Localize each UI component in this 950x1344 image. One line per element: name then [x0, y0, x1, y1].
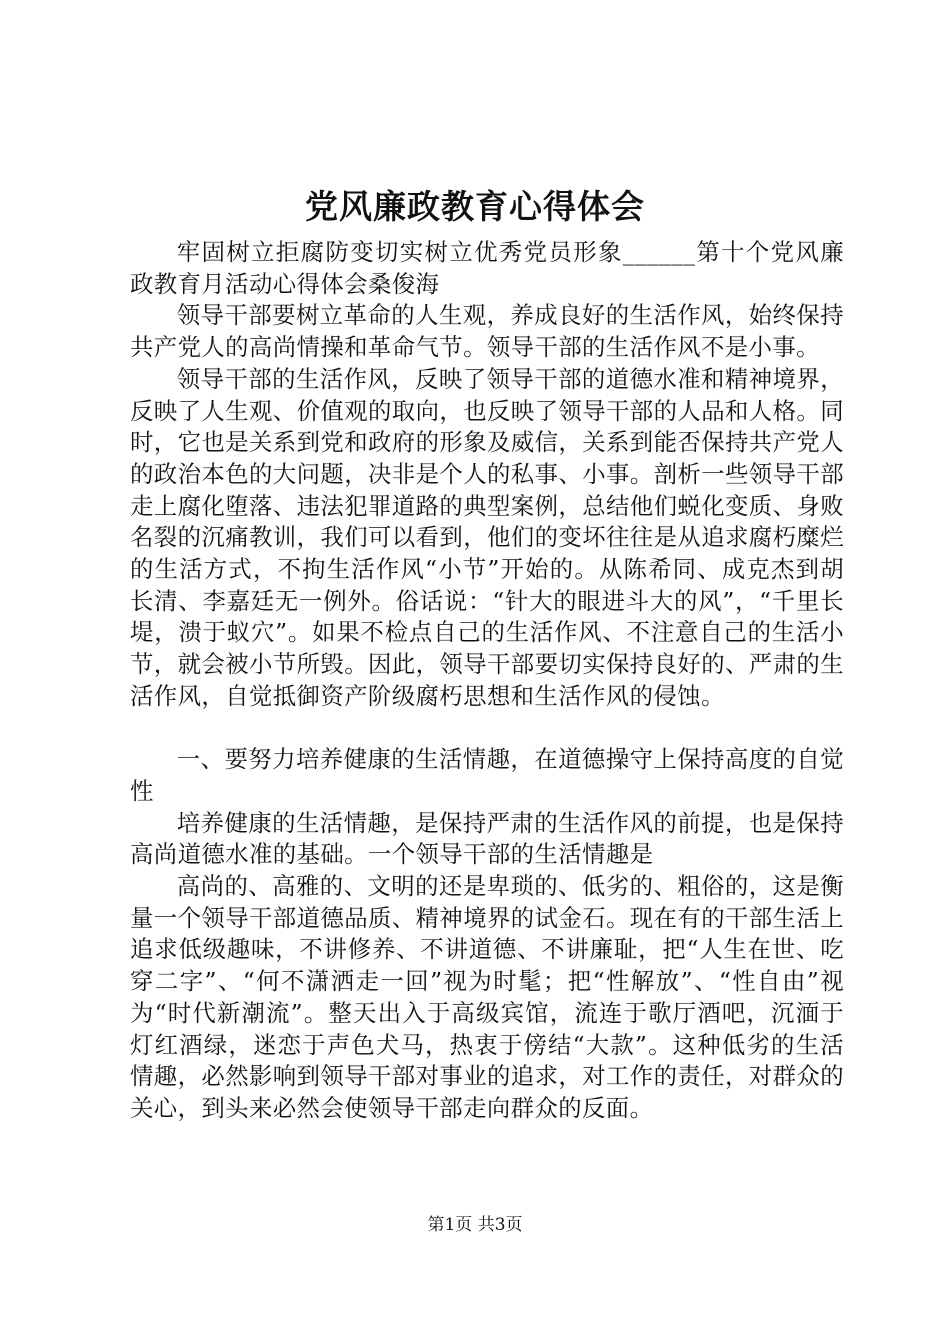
paragraph-intro: 牢固树立拒腐防变切实树立优秀党员形象______第十个党风廉政教育月活动心得体会桑俊海 — [130, 238, 844, 298]
paragraph: 领导干部的生活作风，反映了领导干部的道德水准和精神境界，反映了人生观、价值观的取向，也反映了领导干部的人品和人格。同时，它也是关系到党和政府的形象及威信，关系到能否保持共产党人的政治本色的大问题，决非是个人的私事、小事。剖析一些领导干部走上腐化堕落、违法犯罪道路的典型案例，总结他们蜕化变质、身败名裂的沉痛教训，我们可以看到，他们的变坏往往是从追求腐朽糜烂的生活方式，不拘生活作风“小节”开始的。从陈希同、成克杰到胡长清、李嘉廷无一例外。俗话说：“针大的眼进斗大的风”，“千里长堤，溃于蚁穴”。如果不检点自己的生活作风、不注意自己的生活小节，就会被小节所毁。因此，领导干部要切实保持良好的、严肃的生活作风，自觉抵御资产阶级腐朽思想和生活作风的侵蚀。 — [130, 364, 844, 710]
document-body — [130, 237, 844, 1125]
paragraph: 培养健康的生活情趣，是保持严肃的生活作风的前提，也是保持高尚道德水准的基础。一个领导干部的生活情趣是 — [130, 808, 844, 869]
document-title: 党风廉政教育心得体会 — [305, 187, 645, 226]
page-footer: 第1页 共3页 — [427, 1215, 523, 1235]
paragraph: 领导干部要树立革命的人生观，养成良好的生活作风，始终保持共产党人的高尚情操和革命气节。领导干部的生活作风不是小事。 — [130, 301, 844, 362]
paragraph: 高尚的、高雅的、文明的还是卑琐的、低劣的、粗俗的，这是衡量一个领导干部道德品质、精神境界的试金石。现在有的干部生活上追求低级趣味，不讲修养、不讲道德、不讲廉耻，把“人生在世、吃穿二字”、“何不潇洒走一回”视为时髦；把“性解放”、“性自由”视为“时代新潮流”。整天出入于高级宾馆，流连于歌厅酒吧，沉湎于灯红酒绿，迷恋于声色犬马，热衷于傍结“大款”。这种低劣的生活情趣，必然影响到领导干部对事业的追求，对工作的责任，对群众的关心，到头来必然会使领导干部走向群众的反面。 — [130, 872, 844, 1122]
section-heading: 一、要努力培养健康的生活情趣，在道德操守上保持高度的自觉性 — [130, 745, 844, 805]
